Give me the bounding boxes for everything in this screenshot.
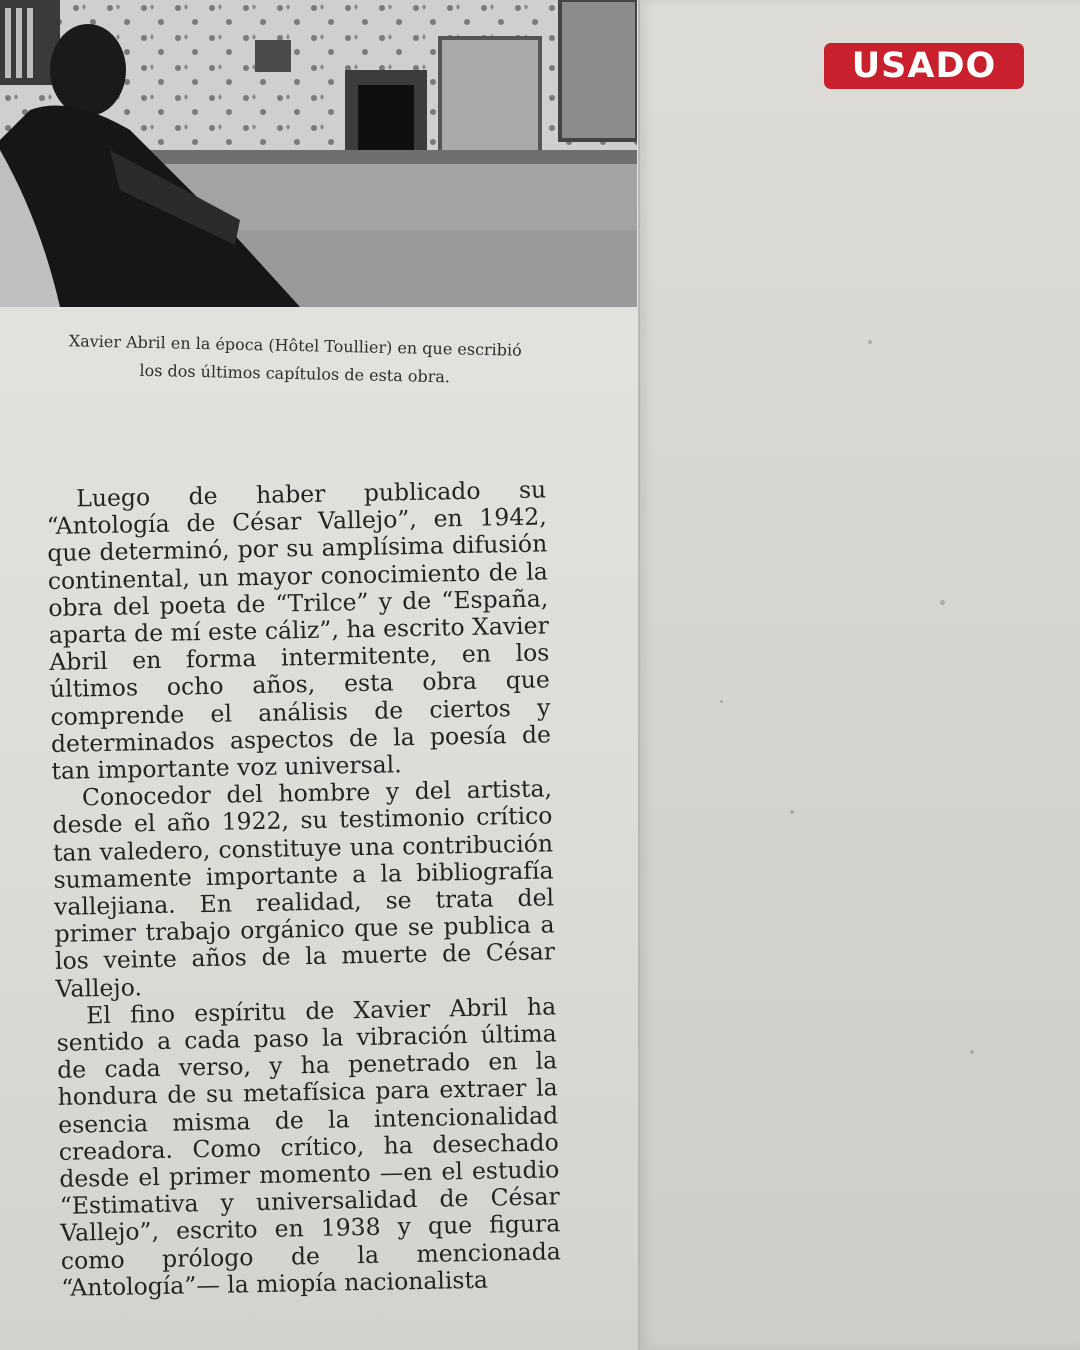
paragraph-2: Conocedor del hombre y del artista, desde el año 1922, su testimonio crítico tan valedero, constituye una contribución sumamente importante a la bibliografía vallejiana. En realidad, se trata del primer trabajo orgánico que se publica a los veinte años de la muerte de César Vallejo.	[52, 774, 556, 1003]
paper-speck	[940, 600, 945, 605]
photo-xavier-abril	[0, 0, 637, 307]
paper-speck	[720, 700, 723, 703]
paper-speck	[970, 1050, 974, 1054]
paper-speck	[868, 340, 872, 344]
photo-caption	[39, 327, 550, 394]
right-book-page	[638, 0, 1080, 1350]
photo-xavier-abril-icon	[0, 0, 637, 307]
caption-line-2: los dos últimos capítulos de esta obra.	[139, 360, 451, 387]
body-text	[46, 476, 562, 1302]
paragraph-1: Luego de haber publicado su “Antología de César Vallejo”, en 1942, que determinó, por su amplísima difusión continental, un mayor conocimiento de la obra del poeta de “Trilce” y de “España, aparta de mí este cáliz”, ha escrito Xavier Abril en forma intermitente, en los últimos ocho años, esta obra que comprende el análisis de ciertos y determinados aspectos de la poesía de tan importante voz universal.	[46, 475, 552, 785]
paragraph-3: El fino espíritu de Xavier Abril ha sentido a cada paso la vibración última de cada verso, y ha penetrado en la hondura de su metafísica para extraer la esencia misma de la intencionalidad creadora. Como crítico, ha desechado desde el primer momento —en el estudio “Estimativa y universalidad de César Vallejo”, escrito en 1938 y que figura como prólogo de la mencionada “Antología”— la miopía nacionalista	[56, 992, 562, 1302]
paper-speck	[790, 810, 794, 814]
caption-line-1: Xavier Abril en la época (Hôtel Toullier) en que escribió	[68, 331, 522, 360]
used-badge: USADO	[824, 43, 1024, 89]
